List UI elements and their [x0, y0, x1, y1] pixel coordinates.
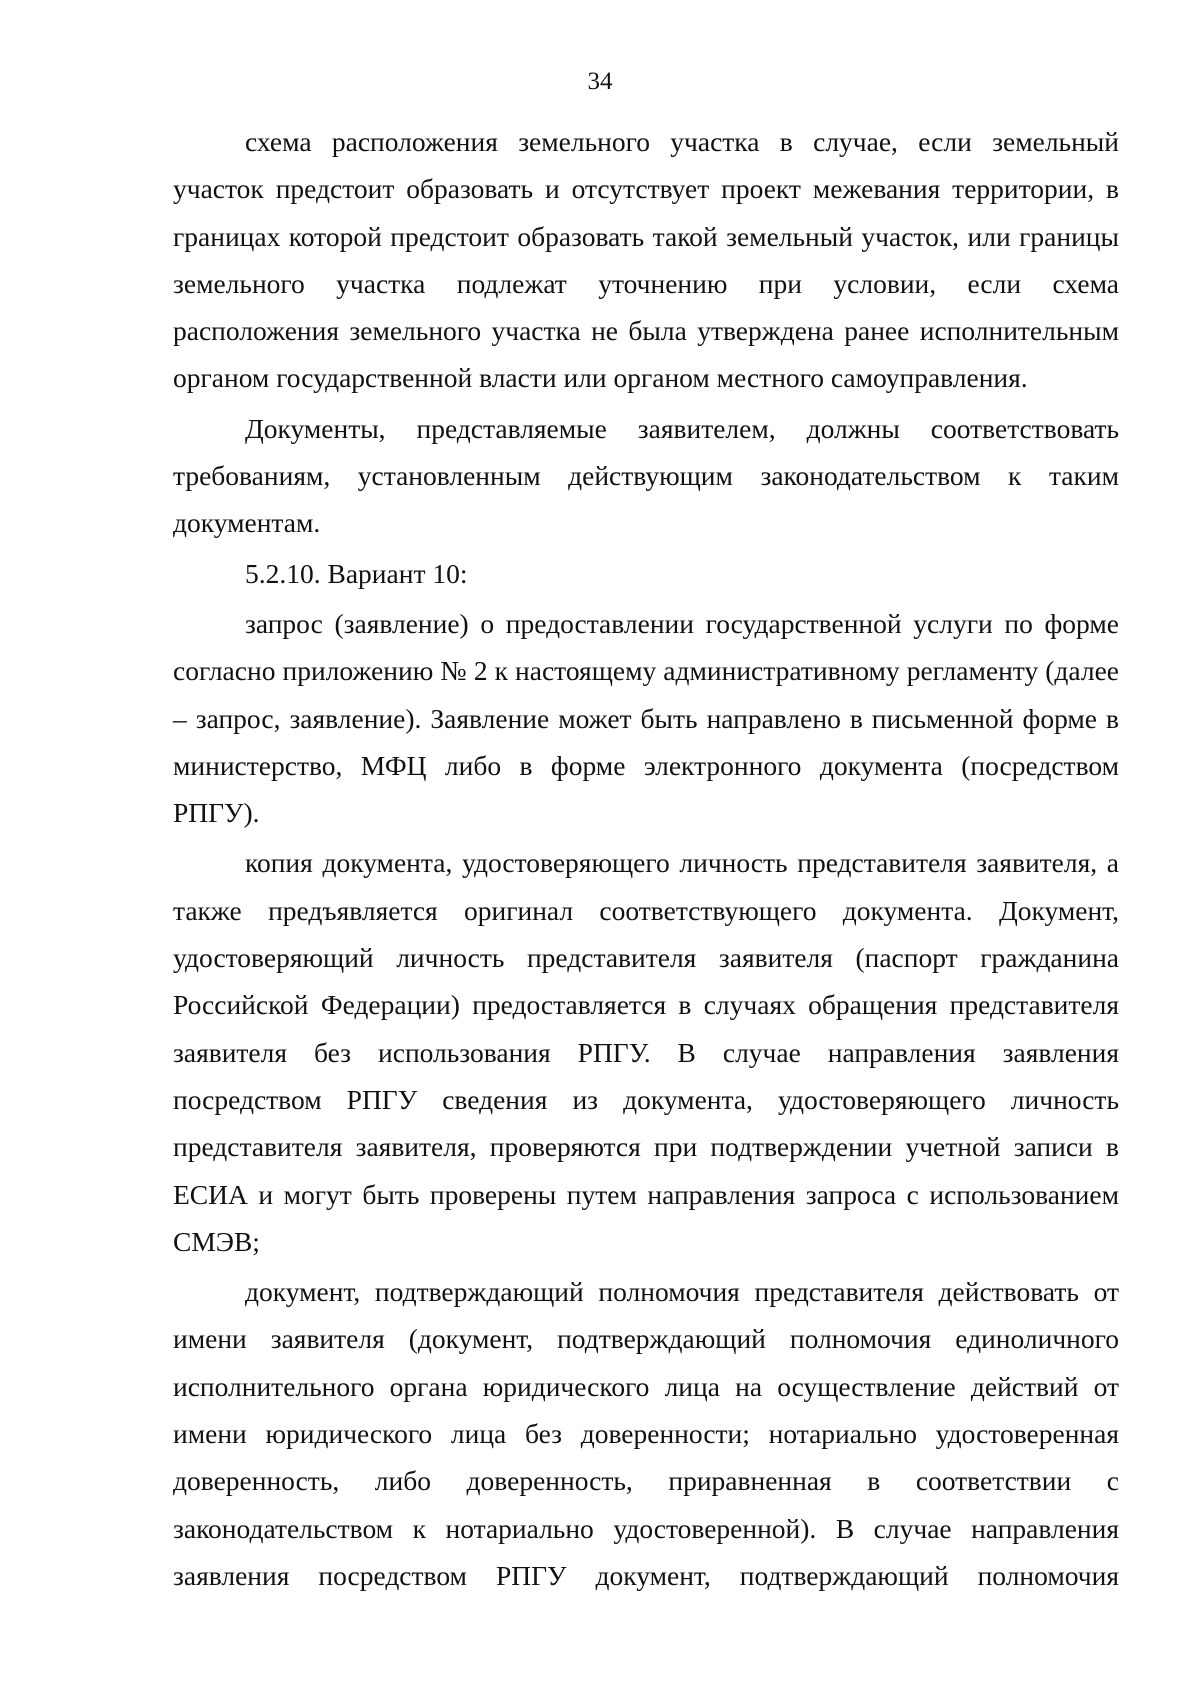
paragraph-authority-document: документ, подтверждающий полномочия представителя действовать от имени заявителя (документ, подтверждающий полномочия единоличного исполнительного органа юридического лица на осуществление действий от имени юридического лица без доверенности; нотариально удостоверенная доверенность, либо доверенность, приравненная в соответствии с законодательством к нотариально удостоверенной). В случае направления заявления посредством РПГУ документ, подтверждающий полномочия: [173, 1276, 1119, 1591]
page-number: 34: [587, 68, 613, 95]
paragraph-variant-heading: 5.2.10. Вариант 10:: [245, 557, 468, 589]
document-body: [173, 118, 1119, 1599]
paragraph-request-form: запрос (заявление) о предоставлении государственной услуги по форме согласно приложению № 2 к настоящему административному регламенту (далее – запрос, заявление). Заявление может быть направлено в письменной форме в министерство, МФЦ либо в форме электронного документа (посредством РПГУ).: [173, 607, 1119, 829]
paragraph-identity-document: копия документа, удостоверяющего личность представителя заявителя, а также предъявляется оригинал соответствующего документа. Документ, удостоверяющий личность представителя заявителя (паспорт гражданина Российской Федерации) предоставляется в случаях обращения представителя заявителя без использования РПГУ. В случае направления заявления посредством РПГУ сведения из документа, удостоверяющего личность представителя заявителя, проверяются при подтверждении учетной записи в ЕСИА и могут быть проверены путем направления запроса с использованием СМЭВ;: [173, 847, 1119, 1257]
paragraph-documents-requirements: Документы, представляемые заявителем, должны соответствовать требованиям, установленным действующим законодательством к таким документам.: [173, 412, 1119, 539]
paragraph-land-scheme: схема расположения земельного участка в случае, если земельный участок предстоит образовать и отсутствует проект межевания территории, в границах которой предстоит образовать такой земельный участок, или границы земельного участка подлежат уточнению при условии, если схема расположения земельного участка не была утверждена ранее исполнительным органом государственной власти или органом местного самоуправления.: [173, 126, 1119, 394]
